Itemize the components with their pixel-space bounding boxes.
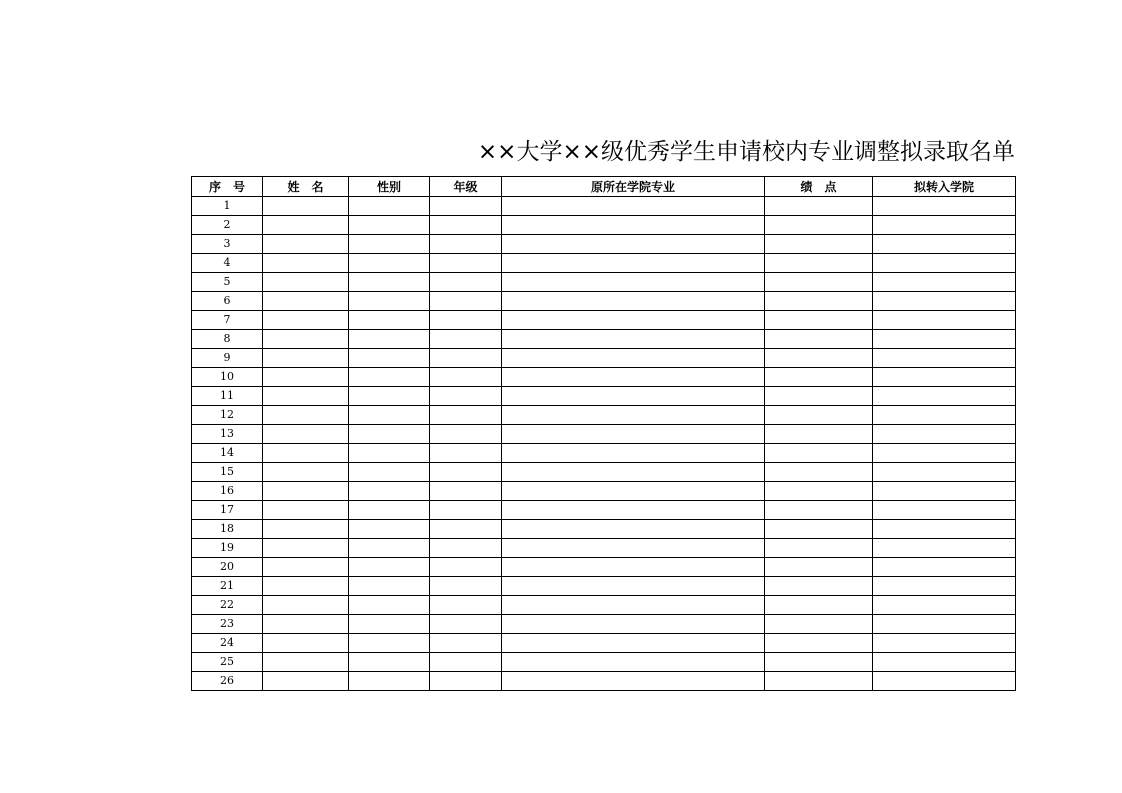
cell-serial-number: 19	[192, 539, 263, 558]
cell-original-college-major	[502, 615, 765, 634]
cell-serial-number: 22	[192, 596, 263, 615]
cell-gpa	[765, 292, 873, 311]
cell-target-college	[873, 235, 1016, 254]
cell-name	[263, 330, 349, 349]
cell-gpa	[765, 596, 873, 615]
cell-target-college	[873, 387, 1016, 406]
cell-target-college	[873, 425, 1016, 444]
cell-grade	[430, 216, 502, 235]
cell-original-college-major	[502, 349, 765, 368]
cell-name	[263, 235, 349, 254]
cell-name	[263, 463, 349, 482]
cell-target-college	[873, 368, 1016, 387]
cell-gender	[349, 349, 430, 368]
cell-target-college	[873, 634, 1016, 653]
cell-grade	[430, 292, 502, 311]
cell-grade	[430, 596, 502, 615]
cell-serial-number: 16	[192, 482, 263, 501]
cell-name	[263, 672, 349, 691]
cell-target-college	[873, 653, 1016, 672]
cell-gpa	[765, 330, 873, 349]
table-row	[192, 672, 1016, 691]
admission-list-table	[191, 176, 1016, 691]
cell-gender	[349, 482, 430, 501]
cell-name	[263, 292, 349, 311]
cell-serial-number: 10	[192, 368, 263, 387]
cell-grade	[430, 482, 502, 501]
cell-name	[263, 311, 349, 330]
cell-grade	[430, 330, 502, 349]
cell-gpa	[765, 463, 873, 482]
cell-original-college-major	[502, 387, 765, 406]
cell-target-college	[873, 615, 1016, 634]
cell-gender	[349, 653, 430, 672]
cell-target-college	[873, 463, 1016, 482]
cell-gender	[349, 406, 430, 425]
cell-gpa	[765, 577, 873, 596]
cell-original-college-major	[502, 406, 765, 425]
cell-gpa	[765, 311, 873, 330]
cell-serial-number: 14	[192, 444, 263, 463]
cell-grade	[430, 520, 502, 539]
table-row	[192, 501, 1016, 520]
cell-gender	[349, 501, 430, 520]
cell-original-college-major	[502, 482, 765, 501]
cell-gender	[349, 425, 430, 444]
column-header-gpa: 绩 点	[765, 177, 873, 197]
cell-gender	[349, 273, 430, 292]
cell-serial-number: 12	[192, 406, 263, 425]
cell-original-college-major	[502, 216, 765, 235]
cell-serial-number: 2	[192, 216, 263, 235]
cell-original-college-major	[502, 539, 765, 558]
cell-target-college	[873, 216, 1016, 235]
table-row	[192, 330, 1016, 349]
cell-serial-number: 18	[192, 520, 263, 539]
cell-name	[263, 615, 349, 634]
cell-gender	[349, 368, 430, 387]
cell-gender	[349, 577, 430, 596]
column-header-gender: 性别	[349, 177, 430, 197]
cell-gender	[349, 558, 430, 577]
table-row	[192, 577, 1016, 596]
cell-grade	[430, 197, 502, 216]
cell-grade	[430, 349, 502, 368]
cell-original-college-major	[502, 463, 765, 482]
cell-gpa	[765, 539, 873, 558]
cell-original-college-major	[502, 520, 765, 539]
cell-original-college-major	[502, 330, 765, 349]
cell-gpa	[765, 406, 873, 425]
table-row	[192, 615, 1016, 634]
table-row	[192, 653, 1016, 672]
cell-serial-number: 6	[192, 292, 263, 311]
cell-original-college-major	[502, 444, 765, 463]
cell-grade	[430, 558, 502, 577]
cell-grade	[430, 387, 502, 406]
cell-original-college-major	[502, 501, 765, 520]
cell-gpa	[765, 254, 873, 273]
cell-serial-number: 1	[192, 197, 263, 216]
cell-grade	[430, 539, 502, 558]
cell-original-college-major	[502, 425, 765, 444]
table-row	[192, 254, 1016, 273]
table-row	[192, 634, 1016, 653]
cell-target-college	[873, 349, 1016, 368]
cell-gpa	[765, 501, 873, 520]
cell-target-college	[873, 406, 1016, 425]
cell-name	[263, 349, 349, 368]
header-row	[192, 177, 1016, 197]
cell-serial-number: 23	[192, 615, 263, 634]
cell-gpa	[765, 216, 873, 235]
cell-serial-number: 15	[192, 463, 263, 482]
cell-serial-number: 9	[192, 349, 263, 368]
cell-original-college-major	[502, 311, 765, 330]
cell-gender	[349, 387, 430, 406]
table-row	[192, 520, 1016, 539]
cell-original-college-major	[502, 254, 765, 273]
cell-serial-number: 7	[192, 311, 263, 330]
cell-grade	[430, 406, 502, 425]
cell-gpa	[765, 197, 873, 216]
table-row	[192, 558, 1016, 577]
cell-gender	[349, 235, 430, 254]
table-row	[192, 216, 1016, 235]
cell-name	[263, 197, 349, 216]
cell-grade	[430, 368, 502, 387]
cell-gender	[349, 216, 430, 235]
table-row	[192, 444, 1016, 463]
cell-name	[263, 482, 349, 501]
cell-gpa	[765, 558, 873, 577]
cell-serial-number: 3	[192, 235, 263, 254]
cell-name	[263, 501, 349, 520]
column-header-target-college: 拟转入学院	[873, 177, 1016, 197]
cell-serial-number: 24	[192, 634, 263, 653]
cell-gender	[349, 311, 430, 330]
cell-target-college	[873, 444, 1016, 463]
cell-name	[263, 653, 349, 672]
cell-name	[263, 216, 349, 235]
table-row	[192, 539, 1016, 558]
cell-grade	[430, 425, 502, 444]
cell-grade	[430, 463, 502, 482]
table-row	[192, 387, 1016, 406]
cell-grade	[430, 273, 502, 292]
cell-target-college	[873, 577, 1016, 596]
cell-target-college	[873, 596, 1016, 615]
cell-grade	[430, 653, 502, 672]
cell-name	[263, 406, 349, 425]
column-header-grade: 年级	[430, 177, 502, 197]
cell-grade	[430, 501, 502, 520]
cell-gpa	[765, 235, 873, 254]
cell-target-college	[873, 273, 1016, 292]
cell-name	[263, 425, 349, 444]
cell-original-college-major	[502, 292, 765, 311]
cell-target-college	[873, 330, 1016, 349]
cell-serial-number: 17	[192, 501, 263, 520]
cell-original-college-major	[502, 672, 765, 691]
table-body	[192, 197, 1016, 691]
table-row	[192, 596, 1016, 615]
cell-gpa	[765, 615, 873, 634]
cell-target-college	[873, 539, 1016, 558]
cell-grade	[430, 311, 502, 330]
column-header-name: 姓 名	[263, 177, 349, 197]
table-row	[192, 311, 1016, 330]
cell-name	[263, 387, 349, 406]
cell-target-college	[873, 558, 1016, 577]
cell-gpa	[765, 482, 873, 501]
table-row	[192, 349, 1016, 368]
cell-name	[263, 558, 349, 577]
page-title: ××大学××级优秀学生申请校内专业调整拟录取名单	[477, 139, 1015, 165]
cell-original-college-major	[502, 273, 765, 292]
cell-serial-number: 20	[192, 558, 263, 577]
cell-original-college-major	[502, 368, 765, 387]
table-row	[192, 425, 1016, 444]
cell-gender	[349, 520, 430, 539]
cell-original-college-major	[502, 596, 765, 615]
table-row	[192, 406, 1016, 425]
table-row	[192, 197, 1016, 216]
table-row	[192, 273, 1016, 292]
cell-gender	[349, 615, 430, 634]
cell-target-college	[873, 292, 1016, 311]
cell-serial-number: 5	[192, 273, 263, 292]
cell-name	[263, 577, 349, 596]
cell-name	[263, 634, 349, 653]
cell-gpa	[765, 273, 873, 292]
cell-original-college-major	[502, 558, 765, 577]
cell-gender	[349, 463, 430, 482]
cell-target-college	[873, 520, 1016, 539]
cell-serial-number: 8	[192, 330, 263, 349]
cell-name	[263, 520, 349, 539]
cell-grade	[430, 577, 502, 596]
cell-gpa	[765, 634, 873, 653]
cell-target-college	[873, 254, 1016, 273]
cell-name	[263, 596, 349, 615]
cell-original-college-major	[502, 634, 765, 653]
cell-gpa	[765, 520, 873, 539]
cell-gender	[349, 596, 430, 615]
table-row	[192, 235, 1016, 254]
cell-gpa	[765, 425, 873, 444]
cell-name	[263, 539, 349, 558]
cell-grade	[430, 634, 502, 653]
cell-gpa	[765, 349, 873, 368]
cell-serial-number: 21	[192, 577, 263, 596]
cell-original-college-major	[502, 197, 765, 216]
cell-grade	[430, 615, 502, 634]
cell-name	[263, 368, 349, 387]
cell-target-college	[873, 197, 1016, 216]
table-row	[192, 463, 1016, 482]
cell-serial-number: 11	[192, 387, 263, 406]
cell-serial-number: 26	[192, 672, 263, 691]
cell-gpa	[765, 444, 873, 463]
cell-target-college	[873, 482, 1016, 501]
cell-gpa	[765, 653, 873, 672]
cell-name	[263, 254, 349, 273]
cell-original-college-major	[502, 577, 765, 596]
cell-gender	[349, 444, 430, 463]
table-row	[192, 482, 1016, 501]
cell-serial-number: 13	[192, 425, 263, 444]
cell-serial-number: 4	[192, 254, 263, 273]
cell-grade	[430, 672, 502, 691]
table-row	[192, 292, 1016, 311]
column-header-original-college-major: 原所在学院专业	[502, 177, 765, 197]
column-header-serial-number: 序 号	[192, 177, 263, 197]
cell-grade	[430, 235, 502, 254]
cell-name	[263, 444, 349, 463]
cell-gender	[349, 197, 430, 216]
table-row	[192, 368, 1016, 387]
cell-gender	[349, 292, 430, 311]
cell-name	[263, 273, 349, 292]
cell-grade	[430, 444, 502, 463]
cell-original-college-major	[502, 235, 765, 254]
cell-gender	[349, 539, 430, 558]
cell-gender	[349, 254, 430, 273]
cell-target-college	[873, 311, 1016, 330]
cell-target-college	[873, 501, 1016, 520]
cell-original-college-major	[502, 653, 765, 672]
cell-gpa	[765, 387, 873, 406]
cell-gender	[349, 634, 430, 653]
cell-gender	[349, 672, 430, 691]
cell-grade	[430, 254, 502, 273]
cell-gender	[349, 330, 430, 349]
cell-serial-number: 25	[192, 653, 263, 672]
cell-gpa	[765, 368, 873, 387]
cell-gpa	[765, 672, 873, 691]
cell-target-college	[873, 672, 1016, 691]
